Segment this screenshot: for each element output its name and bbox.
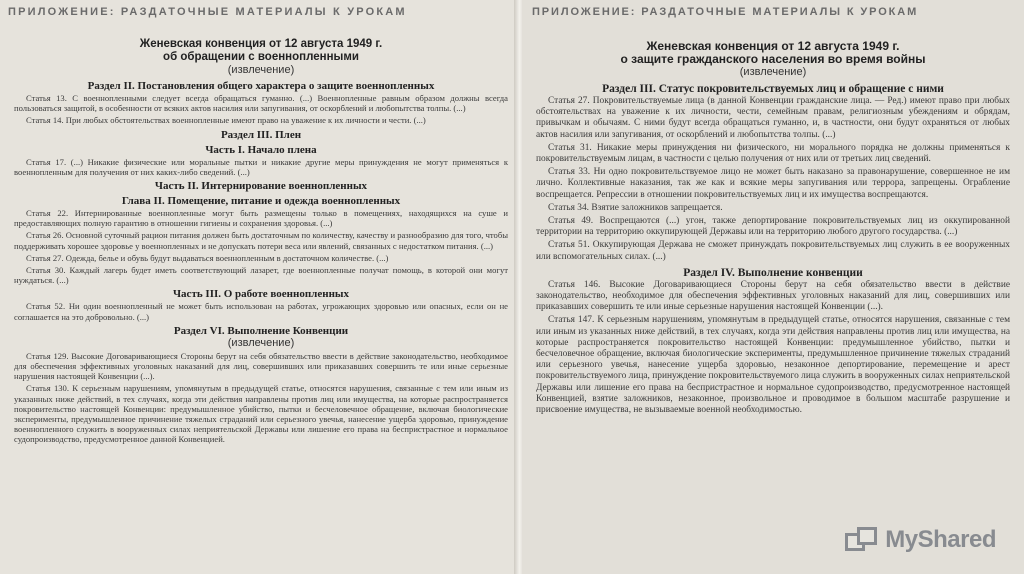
article-paragraph: Статья 27. Одежда, белье и обувь будут выдаваться военнопленным в достаточном количестве. (...) [26, 252, 389, 263]
section-heading: Раздел III. Плен [220, 128, 302, 141]
left-article-list [14, 80, 508, 445]
right-page [522, 0, 1024, 574]
article-paragraph: Статья 51. Оккупирующая Держава не сможет принуждать покровительствуемых лиц служить в ее вооруженных или вспомогательных силах. (...) [536, 240, 1010, 262]
article-paragraph: Статья 30. Каждый лагерь будет иметь соответствующий лазарет, где военнопленные получат помощь, в которой они могут нуждаться. (...) [14, 265, 508, 286]
watermark [845, 526, 996, 554]
article-paragraph: Статья 17. (...) Никакие физические или моральные пытки и никакие другие меры принуждения не могут применяться к военнопленным для получения от них каких-либо сведений. (...) [14, 156, 508, 177]
article-paragraph: Статья 129. Высокие Договаривающиеся Стороны берут на себя обязательство ввести в действие законодательство, необходимое для обеспечения эффективных уголовных наказаний для лиц, совершивших или приказавших совершить те или иные серьезные нарушения настоящей Конвенции (...). [14, 350, 508, 382]
right-doc-subtitle: (извлечение) [739, 66, 807, 78]
article-paragraph: Статья 22. Интернированные военнопленные могут быть размещены только в помещениях, находящихся на суше и предоставляющих полную гарантию в отношении гигиены и сохранения здоровья. (...) [14, 208, 508, 229]
left-content [0, 38, 518, 445]
watermark-text: MyShared [885, 526, 996, 553]
section-heading: Раздел III. Статус покровительствуемых лиц и обращение с ними [602, 83, 944, 95]
section-heading: Часть I. Начало плена [205, 143, 317, 156]
left-doc-title-line2: об обращении с военнопленными [163, 51, 359, 63]
section-heading: Часть II. Интернирование военнопленных [154, 180, 368, 193]
left-running-head: ПРИЛОЖЕНИЕ: РАЗДАТОЧНЫЕ МАТЕРИАЛЫ К УРОКАМ [8, 6, 407, 18]
myshared-logo-icon [845, 527, 879, 553]
right-content [522, 40, 1024, 416]
left-doc-title-line1: Женевская конвенция от 12 августа 1949 г. [139, 38, 383, 50]
article-paragraph: Статья 49. Воспрещаются (...) угон, также депортирование покровительствуемых лиц из оккупированной территории на территорию оккупирующей Державы или на территорию любого другого государства. (...) [536, 216, 1010, 238]
right-article-list [536, 83, 1010, 416]
article-paragraph: Статья 34. Взятие заложников запрещается. [548, 202, 723, 213]
left-doc-subtitle: (извлечение) [227, 64, 295, 76]
article-paragraph: Статья 13. С военнопленными следует всегда обращаться гуманно. (...) Военнопленные равным образом должны всегда пользоваться защитой, в особенности от всяких актов насилия или запугивания, от оскорблений и любопытства толпы. (...) [14, 93, 508, 114]
article-paragraph: Статья 26. Основной суточный рацион питания должен быть достаточным по количеству, качеству и разнообразию для того, чтобы поддерживать хорошее здоровье у военнопленных и не допускать потери веса или явлений, связанных с недостатком питания. (...) [14, 230, 508, 251]
article-paragraph: Статья 27. Покровительствуемые лица (в данной Конвенции гражданские лица. — Ред.) имеют право при любых обстоятельствах на уважение к их личности, чести, семейным правам, религиозным убеждениям и обрядам, привычкам и обычаям. С ними будут всегда обращаться гуманно, и, в частности, они будут охраняться от любых актов насилия или запугивания, от оскорблений и любопытства толпы. (...) [536, 96, 1010, 140]
article-paragraph: Статья 147. К серьезным нарушениям, упомянутым в предыдущей статье, относятся нарушения, связанные с тем или иным из указанных ниже действий, в тех случаях, когда эти действия направлены против лиц или имущества, на которые распространяется покровительство настоящей Конвенции: предумышленное убийство, пытки и бесчеловечное обращение, включая биологические эксперименты, предумышленное причинение тяжелых страданий или серьезного увечья, нанесение ущерба здоровью, незаконное депортирование, перемещение и арест покровительствуемого лица, принуждение покровительствуемого лица служить в вооруженных силах неприятельской Державы или лишение его права на беспристрастное и нормальное судопроизводство, предусмотренное настоящей Конвенцией, взятие заложников, незаконное, произвольное и проводимое в большом масштабе разрушение и присвоение имущества, не вызываемые военной необходимостью. [536, 315, 1010, 416]
article-paragraph: Статья 31. Никакие меры принуждения ни физического, ни морального порядка не должны применяться к покровительствуемым лицам, в частности с целью получения от них или от третьих лиц сведений. [536, 142, 1010, 165]
article-paragraph: Статья 146. Высокие Договаривающиеся Стороны берут на себя обязательство ввести в действие законодательство, необходимое для обеспечения эффективных уголовных наказаний для лиц, совершивших или приказавших совершить те или иные серьезные нарушения настоящей Конвенции (...). [536, 279, 1010, 313]
section-subtitle: (извлечение) [227, 336, 295, 349]
right-doc-title-line2: о защите гражданского населения во время войны [620, 52, 926, 66]
article-paragraph: Статья 14. При любых обстоятельствах военнопленные имеют право на уважение к их личности и чести. (...) [26, 115, 426, 126]
section-heading: Глава II. Помещение, питание и одежда военнопленных [121, 195, 401, 208]
article-paragraph: Статья 52. Ни один военнопленный не может быть использован на работах, угрожающих здоровью или опасных, если он не соглашается на это добровольно. (...) [14, 301, 508, 322]
article-paragraph: Статья 33. Ни одно покровительствуемое лицо не может быть наказано за правонарушение, совершенное не им лично. Коллективные наказания, так же как и всякие меры запугивания или террора, запрещены. Ограбление воспрещается. Репрессии в отношении покровительствуемых лиц и их имущества воспрещаются. [536, 167, 1010, 200]
section-heading: Раздел II. Постановления общего характера о защите военнопленных [87, 80, 435, 92]
right-running-head: ПРИЛОЖЕНИЕ: РАЗДАТОЧНЫЕ МАТЕРИАЛЫ К УРОКАМ [532, 6, 919, 18]
article-paragraph: Статья 130. К серьезным нарушениям, упомянутым в предыдущей статье, относятся нарушения, связанные с тем или иным из указанных ниже действий, в тех случаях, когда эти действия направлены против лиц или имущества, на которые распространяется покровительство настоящей Конвенции: предумышленное убийство, пытки и бесчеловечное обращение, включая биологические эксперименты, предумышленное причинение тяжелых страданий или серьезного увечья, нанесение ущерба здоровью, принуждение военнопленного служить в вооруженных силах неприятельской Державы или лишение его права на беспристрастное и нормальное судопроизводство, предусмотренное данной Конвенцией. [14, 383, 508, 445]
right-doc-title-line1: Женевская конвенция от 12 августа 1949 г. [646, 39, 900, 53]
section-heading: Часть III. О работе военнопленных [172, 288, 350, 301]
section-heading: Раздел IV. Выполнение конвенции [683, 266, 863, 279]
section-heading: Раздел VI. Выполнение Конвенции [173, 324, 349, 337]
